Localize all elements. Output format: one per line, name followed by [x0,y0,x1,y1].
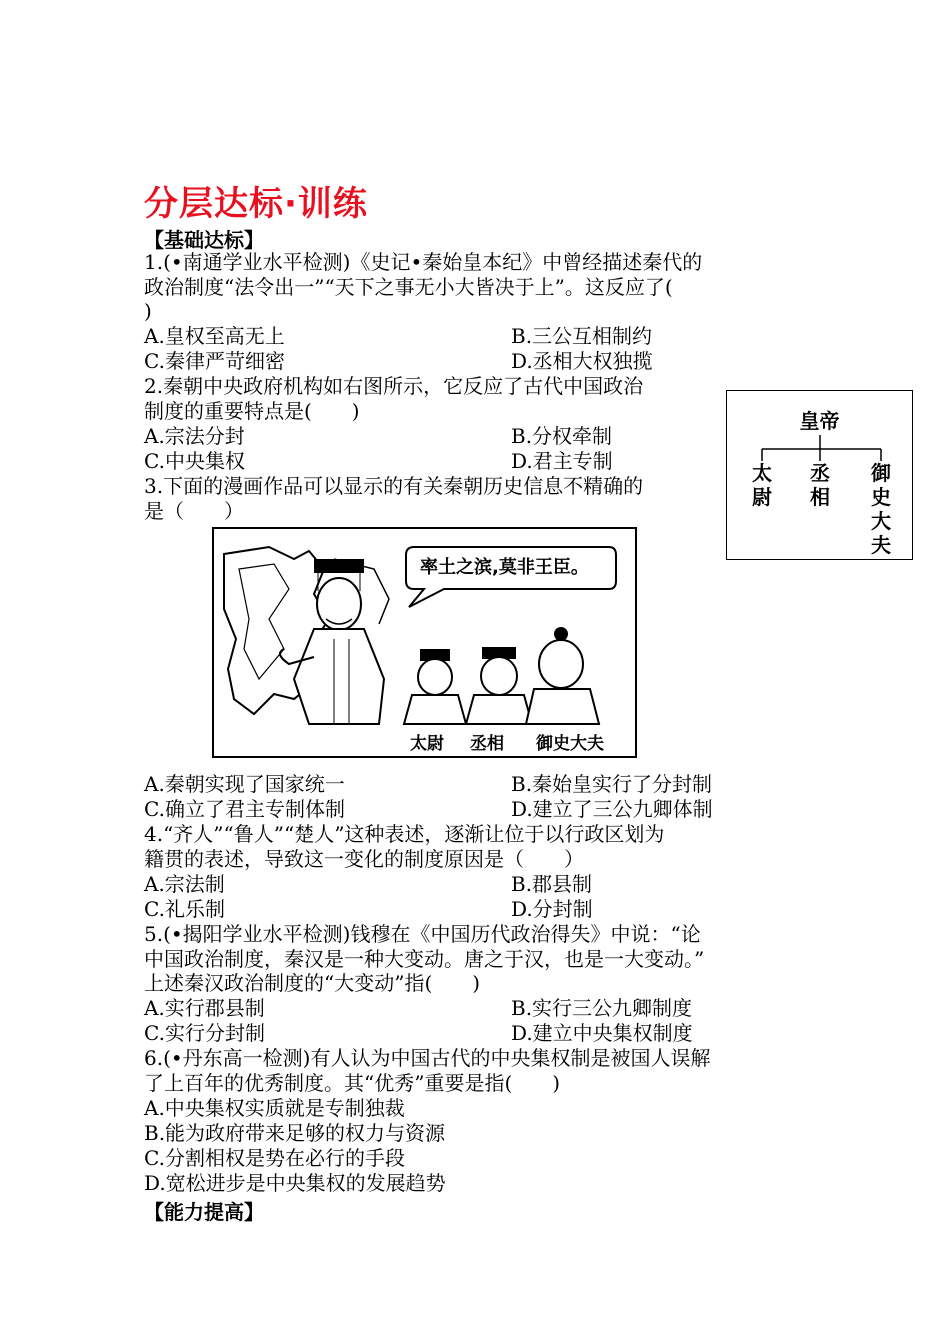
q5-stem-line3: 上述秦汉政治制度的“大变动”指( ) [144,971,481,995]
q5-option-a: A.实行郡县制 [144,996,265,1020]
q5-option-c: C.实行分封制 [144,1021,265,1045]
org-chart-taiwei: 太尉 [752,461,772,509]
q2-option-c: C.中央集权 [144,449,245,473]
q4-option-d: D.分封制 [511,897,593,921]
cartoon-caption-chengxiang: 丞相 [470,734,504,754]
q2-option-d: D.君主专制 [511,449,613,473]
q1-stem-line2: 政治制度“法令出一”“天下之事无小大皆决于上”。这反应了( [144,275,673,299]
q1-option-a: A.皇权至高无上 [144,324,285,348]
q1-option-d: D.丞相大权独揽 [511,349,653,373]
q5-stem-line2: 中国政治制度，秦汉是一种大变动。唐之于汉，也是一大变动。” [144,947,705,971]
section-advanced: 【能力提高】 [144,1200,264,1224]
cartoon-image [212,527,637,758]
q3-stem-line1: 3.下面的漫画作品可以显示的有关秦朝历史信息不精确的 [144,474,644,498]
q4-option-c: C.礼乐制 [144,897,225,921]
q6-stem-line2: 了上百年的优秀制度。其“优秀”重要是指( ) [144,1071,561,1095]
q5-option-b: B.实行三公九卿制度 [511,996,693,1020]
q4-option-b: B.郡县制 [511,872,593,896]
section-basic: 【基础达标】 [144,228,264,252]
org-chart-chengxiang: 丞相 [810,461,830,509]
q1-stem-line3: ) [144,299,152,323]
q6-option-a: A.中央集权实质就是专制独裁 [144,1096,405,1120]
org-chart-emperor: 皇帝 [799,409,840,433]
q3-option-c: C.确立了君主专制体制 [144,797,345,821]
cartoon-caption-taiwei: 太尉 [410,734,444,754]
q6-stem-line1: 6.(•丹东高一检测)有人认为中国古代的中央集权制是被国人误解 [144,1046,711,1070]
q2-stem-line1: 2.秦朝中央政府机构如右图所示，它反应了古代中国政治 [144,374,644,398]
q5-option-d: D.建立中央集权制度 [511,1021,693,1045]
q3-option-d: D.建立了三公九卿体制 [511,797,713,821]
q3-option-a: A.秦朝实现了国家统一 [144,772,345,796]
q6-option-b: B.能为政府带来足够的权力与资源 [144,1121,446,1145]
q1-stem-line1: 1.(•南通学业水平检测)《史记•秦始皇本纪》中曾经描述秦代的 [144,250,703,274]
q6-option-c: C.分割相权是势在必行的手段 [144,1146,405,1170]
q6-option-d: D.宽松进步是中央集权的发展趋势 [144,1171,446,1195]
q2-stem-line2: 制度的重要特点是( ) [144,399,360,423]
q3-option-b: B.秦始皇实行了分封制 [511,772,713,796]
q2-option-a: A.宗法分封 [144,424,245,448]
cartoon-speech: 率土之滨,莫非王臣。 [420,557,589,578]
q4-stem-line2: 籍贯的表述，导致这一变化的制度原因是（ ） [144,847,584,871]
cartoon-caption-yushidafu: 御史大夫 [536,734,604,754]
q1-option-b: B.三公互相制约 [511,324,653,348]
q4-option-a: A.宗法制 [144,872,225,896]
q3-stem-line2: 是（ ） [144,499,244,523]
org-chart [726,390,913,560]
q1-option-c: C.秦律严苛细密 [144,349,285,373]
q2-option-b: B.分权牵制 [511,424,613,448]
q4-stem-line1: 4.“齐人”“鲁人”“楚人”这种表述，逐渐让位于以行政区划为 [144,822,665,846]
page-title: 分层达标·训练 [144,184,368,224]
org-chart-yushidafu: 御史大夫 [871,461,891,557]
q5-stem-line1: 5.(•揭阳学业水平检测)钱穆在《中国历代政治得失》中说：“论 [144,922,701,946]
